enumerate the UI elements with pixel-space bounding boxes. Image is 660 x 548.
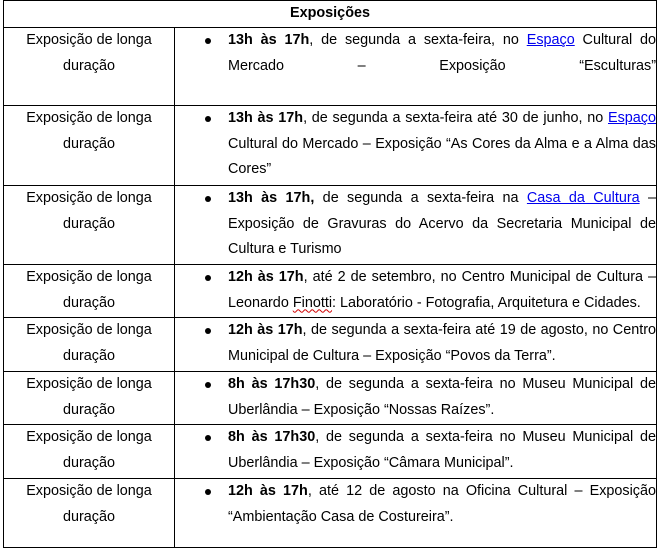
casa-da-cultura-link[interactable]: Casa da Cultura <box>526 190 640 206</box>
table-row <box>4 318 657 372</box>
exhibitions-table <box>3 0 657 548</box>
list-item <box>228 479 656 530</box>
exhibition-description <box>175 318 657 372</box>
exhibition-description <box>175 265 657 318</box>
exhibition-description <box>175 186 657 265</box>
exhibition-description <box>175 372 657 425</box>
list-item <box>228 425 656 476</box>
exhibition-description <box>175 28 657 106</box>
exhibition-type: Exposição de longa duração <box>4 425 175 479</box>
description-text: Cultural do <box>574 32 656 48</box>
table-row <box>4 372 657 425</box>
exhibition-time: 13h às 17h <box>228 110 304 126</box>
espaco-link[interactable]: Espaço <box>608 110 656 126</box>
table-row <box>4 425 657 479</box>
exhibition-type: Exposição de longa duração <box>4 106 175 186</box>
description-text: , até 12 de agosto na Oficina Cultural – Exposição “Ambientação Casa de Costureira”. <box>228 483 656 525</box>
exhibition-time: 8h às 17h30 <box>228 429 316 445</box>
description-text: , de segunda a sexta-feira no Museu Municipal de Uberlândia – Exposição “Nossas Raízes”. <box>228 376 656 418</box>
exhibition-time: 12h às 17h <box>228 322 303 338</box>
list-item <box>228 265 656 316</box>
description-text: – Exposição de Gravuras do Acervo da Secretaria Municipal de Cultura e Turismo <box>228 190 656 257</box>
description-text: : Laboratório - Fotografia, Arquitetura e Cidades. <box>332 294 641 311</box>
list-item <box>228 28 656 79</box>
description-text: , de segunda a sexta-feira, no <box>309 32 527 48</box>
exhibition-type: Exposição de longa duração <box>4 318 175 372</box>
table-header: Exposições <box>4 1 657 28</box>
description-text: , de segunda a sexta-feira até 30 de junho, no <box>303 110 608 126</box>
exhibition-description <box>175 479 657 548</box>
description-text: , de segunda a sexta-feira até 19 de agosto, no Centro Municipal de Cultura – Exposição “Povos da Terra”. <box>228 322 656 364</box>
list-item <box>228 372 656 423</box>
exhibition-time: 13h às 17h, <box>228 190 315 206</box>
list-item <box>228 186 656 263</box>
table-row <box>4 106 657 186</box>
table-row <box>4 186 657 265</box>
exhibition-time: 13h às 17h <box>228 32 310 48</box>
description-text: , de segunda a sexta-feira no Museu Municipal de Uberlândia – Exposição “Câmara Municipal”. <box>228 429 656 471</box>
table-row <box>4 28 657 106</box>
spellcheck-flagged-word[interactable]: Finotti <box>292 294 333 311</box>
exhibition-time: 12h às 17h <box>228 269 304 285</box>
description-text: , até 2 de setembro, no Centro Municipal de Cultura – Leonardo <box>228 269 656 311</box>
espaco-link[interactable]: Espaço <box>526 32 575 48</box>
description-text: Cultural do Mercado – Exposição “As Cores da Alma e a Alma das Cores” <box>228 135 656 177</box>
list-item <box>228 318 656 369</box>
exhibition-type: Exposição de longa duração <box>4 186 175 265</box>
exhibition-time: 12h às 17h <box>228 483 308 499</box>
description-text: Mercado – Exposição “Esculturas” <box>228 57 656 74</box>
exhibition-time: 8h às 17h30 <box>228 376 316 392</box>
table-header-row <box>4 1 657 28</box>
exhibition-description <box>175 425 657 479</box>
exhibition-description <box>175 106 657 186</box>
exhibition-type: Exposição de longa duração <box>4 265 175 318</box>
exhibition-type: Exposição de longa duração <box>4 479 175 548</box>
list-item <box>228 106 656 183</box>
table-row <box>4 479 657 548</box>
exhibition-type: Exposição de longa duração <box>4 372 175 425</box>
description-text: de segunda a sexta-feira na <box>314 190 527 206</box>
exhibition-type: Exposição de longa duração <box>4 28 175 106</box>
table-row <box>4 265 657 318</box>
